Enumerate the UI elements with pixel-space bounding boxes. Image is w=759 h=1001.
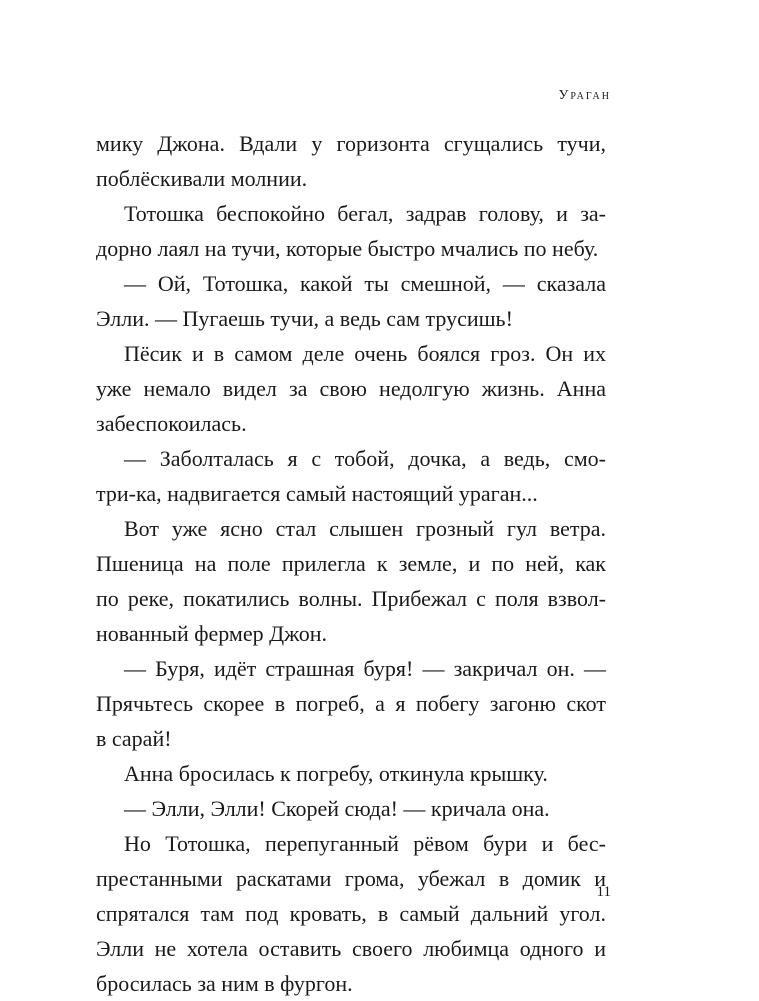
paragraph (96, 126, 606, 196)
text-line: Прячьтесь скорее в погреб, а я побегу загоню скот (96, 691, 606, 716)
text-line: Вот уже ясно стал слышен грозный гул ветра. (124, 516, 606, 541)
text-line: Пшеница на поле прилегла к земле, и по ней, как (96, 551, 606, 576)
text-line: Элли. — Пугаешь тучи, а ведь сам трусишь! (96, 306, 513, 331)
text-line: в сарай! (96, 726, 172, 751)
text-line: Элли не хотела оставить своего любимца одного и (96, 936, 606, 961)
text-line: Анна бросилась к погребу, откинула крышку. (124, 761, 548, 786)
text-line: мику Джона. Вдали у горизонта сгущались тучи, (96, 131, 606, 156)
paragraph (96, 196, 606, 266)
paragraph (96, 511, 606, 651)
page-number: 11 (596, 884, 611, 900)
body-text (96, 126, 606, 1001)
paragraph (96, 756, 606, 791)
paragraph (96, 336, 606, 441)
text-line: нованный фермер Джон. (96, 621, 328, 646)
text-line: по реке, покатились волны. Прибежал с поля взвол- (96, 586, 606, 611)
paragraph (96, 441, 606, 511)
text-line: три-ка, надвигается самый настоящий ураган... (96, 481, 538, 506)
text-line: престанными раскатами грома, убежал в домик и (96, 866, 606, 891)
text-line: — Заболталась я с тобой, дочка, а ведь, смо- (124, 446, 606, 471)
text-line: дорно лаял на тучи, которые быстро мчались по небу. (96, 236, 599, 261)
paragraph (96, 791, 606, 826)
text-line: — Элли, Элли! Скорей сюда! — кричала она. (124, 796, 550, 821)
text-line: — Ой, Тотошка, какой ты смешной, — сказала (124, 271, 606, 296)
paragraph (96, 826, 606, 1001)
text-line: бросилась за ним в фургон. (96, 971, 353, 996)
running-title: Ураган (558, 88, 611, 103)
text-line: — Буря, идёт страшная буря! — закричал он. — (124, 656, 606, 681)
text-line: поблёскивали молнии. (96, 166, 308, 191)
paragraph (96, 266, 606, 336)
text-line: забеспокоилась. (96, 411, 247, 436)
text-line: Тотошка беспокойно бегал, задрав голову, и за- (124, 201, 606, 226)
text-line: уже немало видел за свою недолгую жизнь. Анна (96, 376, 606, 401)
text-line: Пёсик и в самом деле очень боялся гроз. Он их (124, 341, 606, 366)
text-line: Но Тотошка, перепуганный рёвом бури и бес- (124, 831, 606, 856)
text-line: спрятался там под кровать, в самый дальний угол. (96, 901, 606, 926)
paragraph (96, 651, 606, 756)
